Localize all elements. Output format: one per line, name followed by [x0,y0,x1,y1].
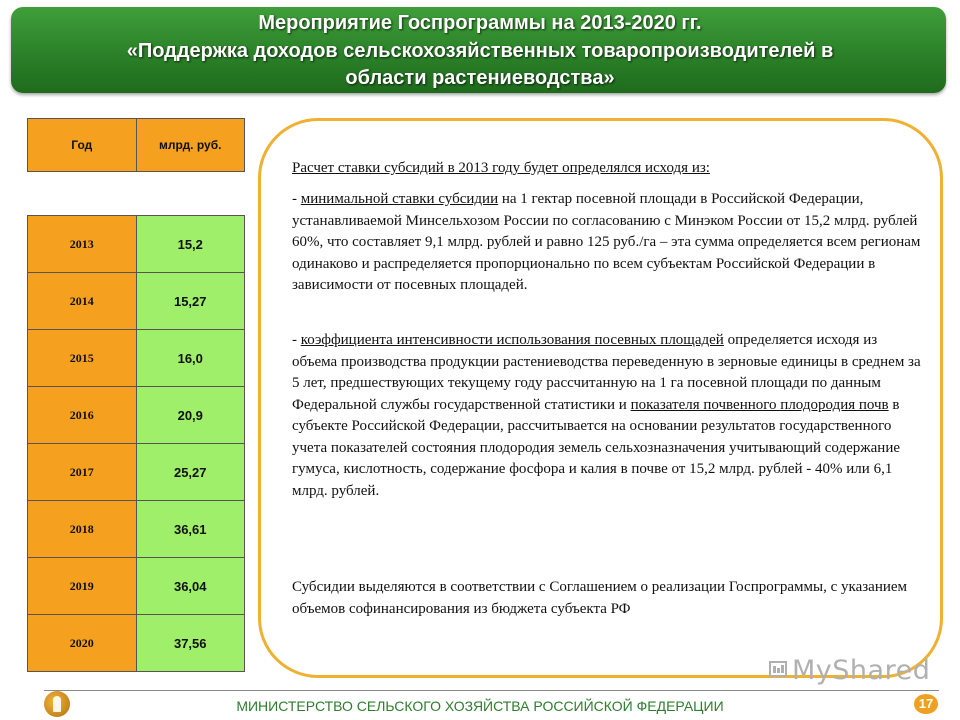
info-paragraph-minimum-rate [292,189,922,297]
header-year: Год [28,119,137,172]
funding-table [27,118,245,672]
page-number-badge: 17 [914,694,938,714]
title-line-2: «Поддержка доходов сельскохозяйственных товаропроизводителей в [126,40,834,62]
header-amount: млрд. руб. [136,119,245,172]
bullet-prefix: - [292,332,301,348]
title-line-1: Мероприятие Госпрограммы на 2013-2020 гг. [258,12,702,34]
info-paragraph-coefficient [292,330,922,502]
year-cell: 2014 [28,273,137,330]
table-row [28,330,245,387]
amount-cell: 15,2 [136,216,245,273]
table-row [28,444,245,501]
table-row [28,216,245,273]
soil-fertility-text: в субъекте Российской Федерации, рассчитывается на основании результатов государственного учета показателей состояния плодородия земель сельхозназначения учитывающий содержание гумуса, кислотность, содержание фосфора и калия в почве от 15,2 млрд. рублей - 40% или 6,1 млрд. рублей. [292,396,901,499]
coefficient-text: определяется исходя из объема производства продукции растениеводства переведенную в зерновые единицы в среднем за 5 лет, предшествующих текущему году рассчитанную на 1 га посевной площади по данным Федеральной службы государственной статистики и [292,332,921,413]
table-row [28,615,245,672]
bullet-prefix: - [292,191,301,207]
table-row [28,501,245,558]
info-intro [292,158,922,180]
table-spacer-row [28,172,245,216]
table-row [28,387,245,444]
table-row [28,558,245,615]
footer-divider [44,690,939,691]
table-header-row [28,119,245,172]
year-cell: 2020 [28,615,137,672]
amount-cell: 36,61 [136,501,245,558]
table-row [28,273,245,330]
amount-cell: 16,0 [136,330,245,387]
minimum-rate-term: минимальной ставки субсидии [300,191,499,207]
year-cell: 2016 [28,387,137,444]
year-cell: 2018 [28,501,137,558]
amount-cell: 25,27 [136,444,245,501]
amount-cell: 36,04 [136,558,245,615]
amount-cell: 37,56 [136,615,245,672]
minimum-rate-text: на 1 гектар посевной площади в Российской Федерации, устанавливаемой Минсельхозом России по согласованию с Минэком России от 15,2 млрд. рублей 60%, что составляет 9,1 млрд. рублей и равно 125 руб./га – эта сумма определяется всем регионам одинаково и распределяется пропорционально по всем субъектам Российской Федерации в зависимости от посевных площадей. [292,191,921,293]
footer-ministry: МИНИСТЕРСТВО СЕЛЬСКОГО ХОЗЯЙСТВА РОССИЙСКОЙ ФЕДЕРАЦИИ [236,698,724,714]
soil-fertility-term: показателя почвенного плодородия почв [630,396,889,413]
year-cell: 2013 [28,216,137,273]
info-paragraph-agreement: Субсидии выделяются в соответствии с Соглашением о реализации Госпрограммы, с указанием объемов софинансирования из бюджета субъекта РФ [292,579,908,617]
year-cell: 2017 [28,444,137,501]
year-cell: 2019 [28,558,137,615]
coefficient-term: коэффициента интенсивности использования посевных площадей [300,332,724,348]
year-cell: 2015 [28,330,137,387]
watermark-text: MyShared [792,655,931,686]
presentation-icon [768,658,788,682]
amount-cell: 20,9 [136,387,245,444]
info-intro-text: Расчет ставки субсидий в 2013 году будет определялся исходя из: [292,160,710,176]
title-line-3: области растениеводства» [345,67,615,89]
amount-cell: 15,27 [136,273,245,330]
